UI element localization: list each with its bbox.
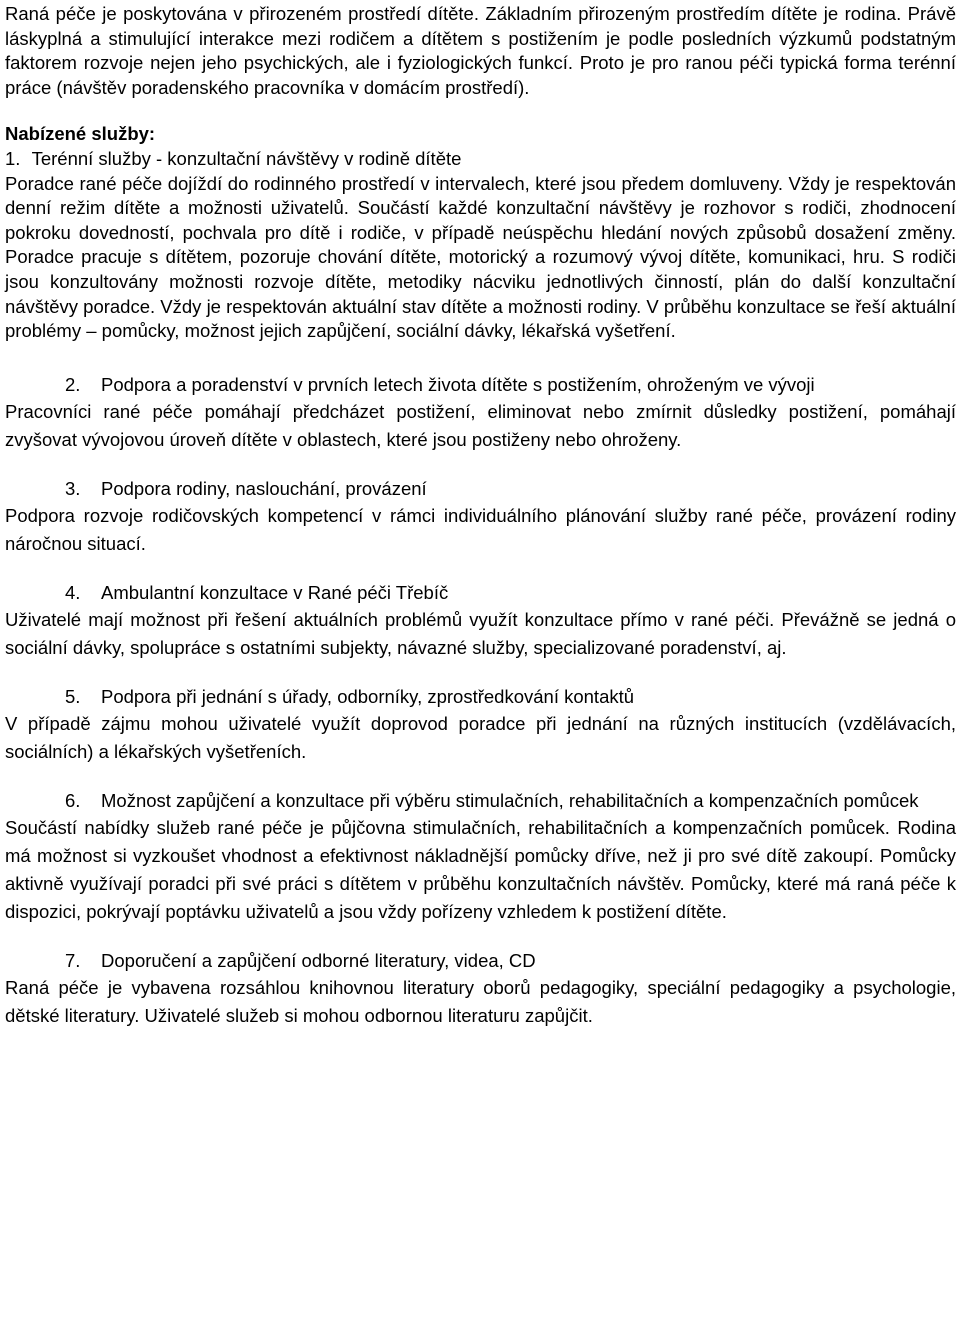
service-1-body: Poradce rané péče dojíždí do rodinného prostředí v intervalech, které jsou předem domluveny. Vždy je respektován denní režim dítěte a možnosti uživatelů. Součástí každé konzultační návštěvy je rozhovor s rodiči, zhodnocení pokroku dovedností, pochvala pro dítě i rodiče, v případě neúspěchu hledání nových způsobů dosažení změny. Poradce pracuje s dítětem, pozoruje chování dítěte, motorický a rozumový vývoj dítěte, komunikaci, hru. S rodiči jsou konzultovány možnosti rozvoje dítěte, metodiky nácviku jednotlivých činností, plán do další konzultační návštěvy poradce. Vždy je respektován aktuální stav dítěte a možnosti rodiny. V průběhu konzultace se řeší aktuální problémy – pomůcky, možnost jejich zapůjčení, sociální dávky, lékařská vyšetření. [5, 172, 956, 342]
service-2-title-text: Podpora a poradenství v prvních letech života dítěte s postižením, ohroženým ve vývoji [101, 373, 815, 395]
service-1-title-text: Terénní služby - konzultační návštěvy v rodině dítěte [31, 147, 462, 169]
service-4-body: Uživatelé mají možnost při řešení aktuálních problémů využít konzultace přímo v rané péči. Převážně se jedná o sociální dávky, spolupráce s ostatními subjekty, návazné služby, specializované poradenství, aj. [5, 608, 956, 658]
service-7-title-text: Doporučení a zapůjčení odborné literatury, videa, CD [101, 949, 536, 971]
spacer [5, 454, 956, 476]
spacer [5, 926, 956, 948]
service-7-body: Raná péče je vybavena rozsáhlou knihovnou literatury oborů pedagogiky, speciální pedagogiky a psychologie, dětské literatury. Uživatelé služeb si mohou odbornou literaturu zapůjčit. [5, 976, 956, 1026]
service-5-title-text: Podpora při jednání s úřady, odborníky, zprostředkování kontaktů [101, 685, 635, 707]
spacer [5, 100, 956, 122]
service-5-title [5, 684, 956, 710]
service-1-title [5, 147, 956, 172]
service-4-title [5, 580, 956, 606]
service-3-title-text: Podpora rodiny, naslouchání, provázení [101, 477, 427, 499]
service-7-number: 7. [65, 949, 81, 971]
service-3-title [5, 476, 956, 502]
service-6-title-text: Možnost zapůjčení a konzultace při výběru stimulačních, rehabilitačních a kompenzačních pomůcek [101, 789, 919, 811]
service-6-title [5, 788, 956, 814]
document-page [5, 0, 956, 1030]
service-4-number: 4. [65, 581, 81, 603]
service-7-title [5, 948, 956, 974]
spacer [5, 558, 956, 580]
service-2-title [5, 372, 956, 398]
services-heading: Nabízené služby: [5, 123, 156, 145]
service-2-number: 2. [65, 373, 81, 395]
service-6-number: 6. [65, 789, 81, 811]
spacer [5, 344, 956, 372]
service-4-title-text: Ambulantní konzultace v Rané péči Třebíč [101, 581, 449, 603]
service-1-number: 1. [5, 147, 21, 169]
service-5-number: 5. [65, 685, 81, 707]
service-5-body: V případě zájmu mohou uživatelé využít doprovod poradce při jednání na různých institucích (vzdělávacích, sociálních) a lékařských vyšetřeních. [5, 712, 956, 762]
intro-paragraph: Raná péče je poskytována v přirozeném prostředí dítěte. Základním přirozeným prostředím dítěte je rodina. Právě láskyplná a stimulující interakce mezi rodičem a dítětem s postižením je podle posledních výzkumů podstatným faktorem rozvoje nejen jeho psychických, ale i fyziologických funkcí. Proto je pro ranou péči typická forma terénní práce (návštěv poradenského pracovníka v domácím prostředí). [5, 3, 956, 98]
service-3-number: 3. [65, 477, 81, 499]
spacer [5, 766, 956, 788]
service-6-body: Součástí nabídky služeb rané péče je půjčovna stimulačních, rehabilitačních a kompenzačních pomůcek. Rodina má možnost si vyzkoušet vhodnost a efektivnost nákladnější pomůcky dříve, než ji pro své dítě zakoupí. Pomůcky aktivně využívají poradci při své práci s dítětem v průběhu konzultačních návštěv. Pomůcky, které má raná péče k dispozici, pokrývají poptávku uživatelů a jsou vždy pořízeny vzhledem k postižení dítěte. [5, 816, 956, 922]
service-3-body: Podpora rozvoje rodičovských kompetencí v rámci individuálního plánování služby rané péče, provázení rodiny náročnou situací. [5, 504, 956, 554]
spacer [5, 662, 956, 684]
service-2-body: Pracovníci rané péče pomáhají předcházet postižení, eliminovat nebo zmírnit důsledky postižení, pomáhají zvyšovat vývojovou úroveň dítěte v oblastech, které jsou postiženy nebo ohroženy. [5, 400, 956, 450]
